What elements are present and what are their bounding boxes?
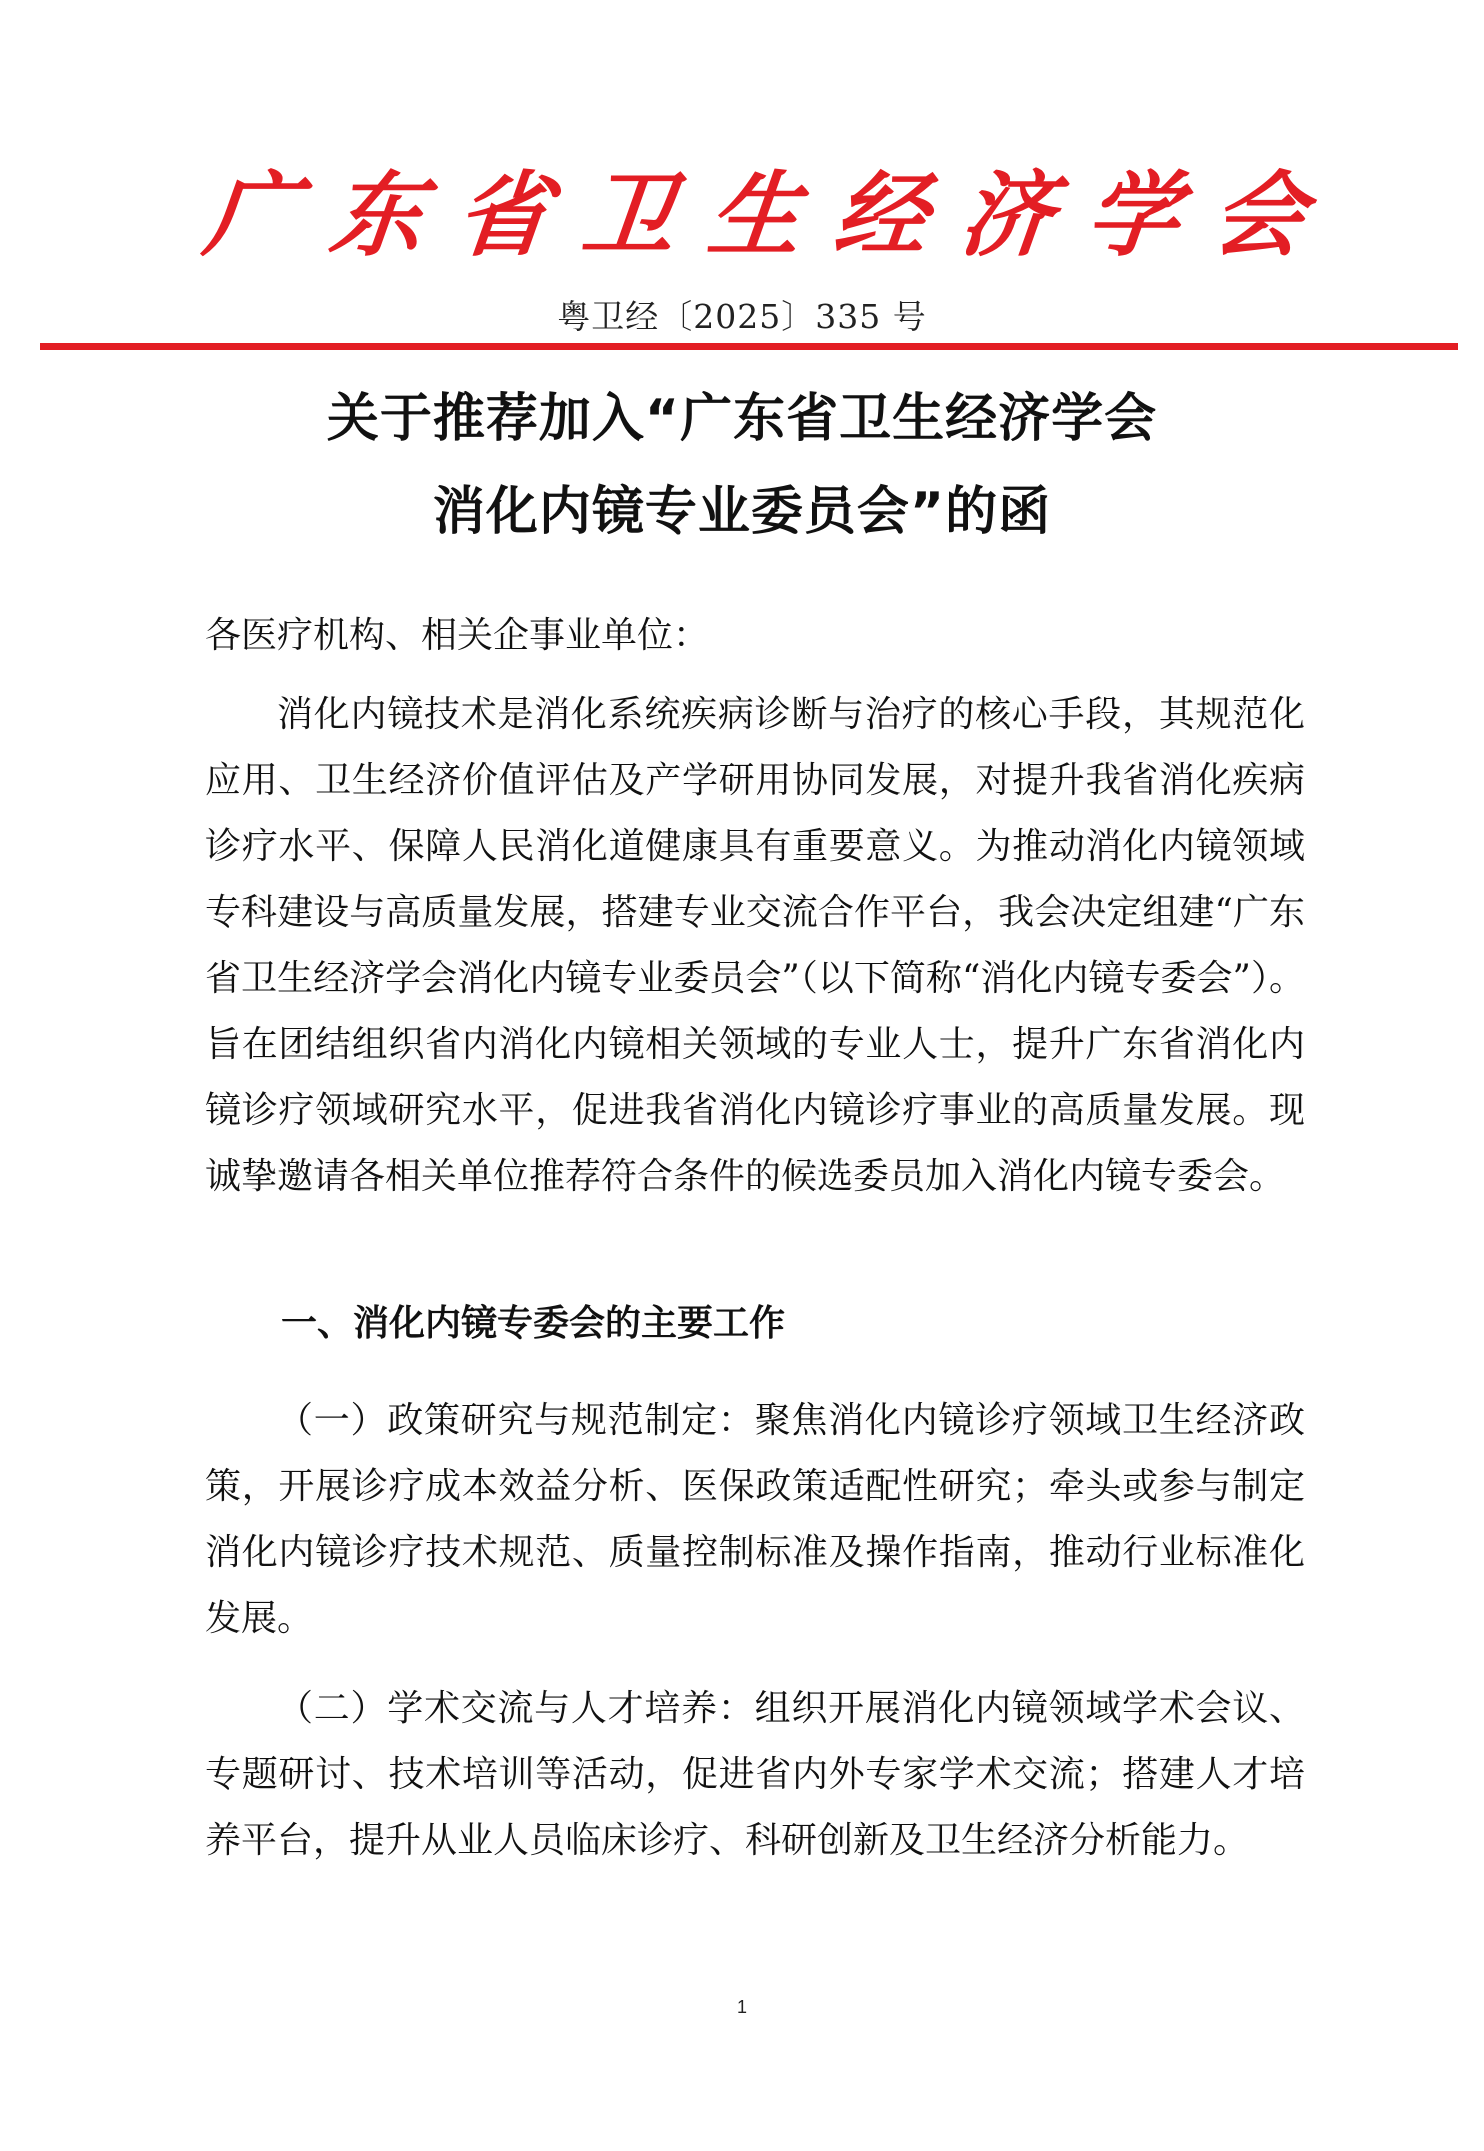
masthead-char: 东 bbox=[325, 161, 429, 269]
section-heading: 一、消化内镜专委会的主要工作 bbox=[281, 1303, 786, 1344]
document-title-line-2: 消化内镜专业委员会”的函 bbox=[432, 482, 1052, 542]
masthead-char: 卫 bbox=[577, 161, 681, 269]
document-title-line-1: 关于推荐加入“广东省卫生经济学会 bbox=[326, 389, 1158, 449]
masthead-char: 学 bbox=[1081, 161, 1185, 269]
header-divider bbox=[40, 343, 1458, 350]
masthead-char: 生 bbox=[703, 161, 807, 269]
masthead-char: 省 bbox=[451, 161, 555, 269]
list-item-policy-research: （一）政策研究与规范制定：聚焦消化内镜诊疗领域卫生经济政策，开展诊疗成本效益分析、医保政策适配性研究；牵头或参与制定消化内镜诊疗技术规范、质量控制标准及操作指南，推动行业标准化发展。 bbox=[205, 1400, 1305, 1639]
intro-paragraph: 消化内镜技术是消化系统疾病诊断与治疗的核心手段，其规范化应用、卫生经济价值评估及产学研用协同发展，对提升我省消化疾病诊疗水平、保障人民消化道健康具有重要意义。为推动消化内镜领域专科建设与高质量发展，搭建专业交流合作平台，我会决定组建“广东省卫生经济学会消化内镜专业委员会”（以下简称“消化内镜专委会”）。旨在团结组织省内消化内镜相关领域的专业人士，提升广东省消化内镜诊疗领域研究水平，促进我省消化内镜诊疗事业的高质量发展。现诚挚邀请各相关单位推荐符合条件的候选委员加入消化内镜专委会。 bbox=[205, 694, 1305, 1197]
masthead-char: 会 bbox=[1207, 161, 1311, 269]
organization-masthead bbox=[199, 155, 1311, 275]
list-item-academic-exchange: （二）学术交流与人才培养：组织开展消化内镜领域学术会议、专题研讨、技术培训等活动，促进省内外专家学术交流；搭建人才培养平台，提升从业人员临床诊疗、科研创新及卫生经济分析能力。 bbox=[205, 1688, 1305, 1861]
page-number: 1 bbox=[736, 1997, 747, 2017]
document-number: 粤卫经〔2025〕335 号 bbox=[557, 297, 927, 336]
masthead-char: 济 bbox=[955, 161, 1059, 269]
masthead-char: 经 bbox=[829, 161, 933, 269]
salutation: 各医疗机构、相关企事业单位： bbox=[205, 615, 710, 656]
masthead-char: 广 bbox=[199, 161, 303, 269]
